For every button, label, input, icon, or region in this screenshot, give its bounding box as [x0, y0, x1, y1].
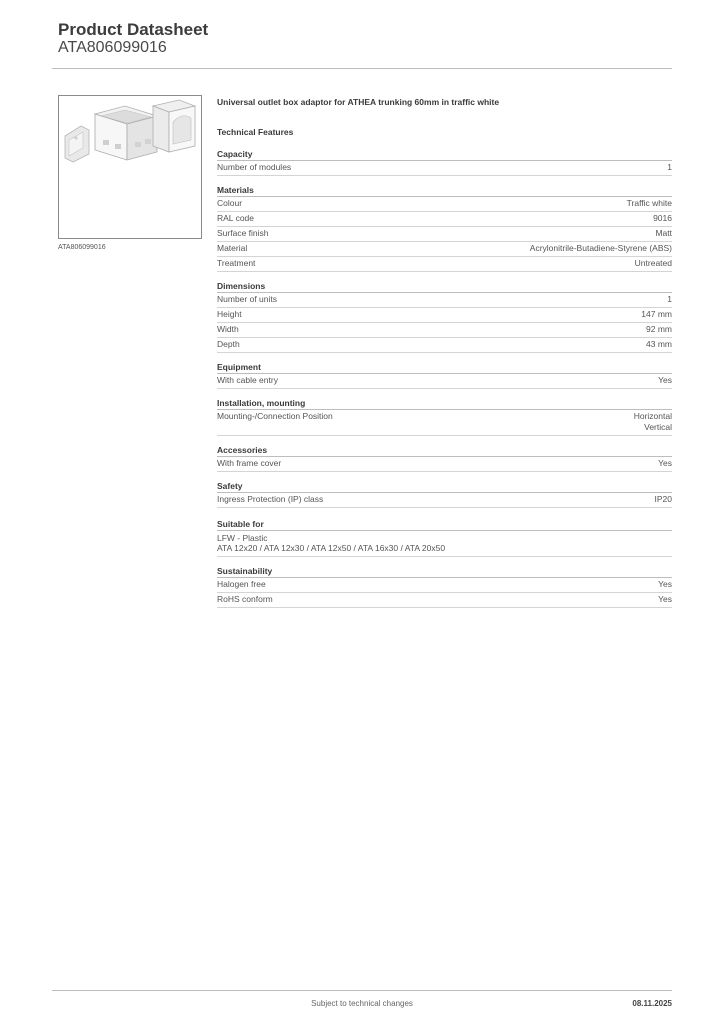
spec-value: Yes	[658, 579, 672, 589]
spec-value: 1	[667, 162, 672, 172]
spec-value-multi	[634, 411, 672, 433]
suitable-line: ATA 12x20 / ATA 12x30 / ATA 12x50 / ATA 16x30 / ATA 20x50	[217, 543, 446, 553]
spec-row	[217, 227, 672, 242]
spec-row	[217, 338, 672, 353]
image-caption: ATA806099016	[58, 244, 106, 251]
spec-row	[217, 242, 672, 257]
outlet-box-adaptor-illustration	[59, 96, 201, 238]
spec-row	[217, 578, 672, 593]
section-title: Equipment	[217, 362, 672, 374]
spec-row	[217, 593, 672, 608]
spec-row	[217, 323, 672, 338]
spec-value: IP20	[654, 494, 672, 504]
section-dimensions	[217, 281, 672, 353]
product-image	[58, 95, 202, 239]
section-title: Capacity	[217, 149, 672, 161]
section-capacity	[217, 149, 672, 176]
spec-value: 9016	[653, 213, 672, 223]
spec-label: Colour	[217, 198, 243, 208]
spec-row	[217, 374, 672, 389]
spec-value: 1	[667, 294, 672, 304]
article-number: ATA806099016	[58, 39, 167, 56]
section-title: Suitable for	[217, 519, 672, 531]
section-installation	[217, 398, 672, 436]
section-title: Sustainability	[217, 566, 672, 578]
suitable-list	[217, 531, 672, 557]
spec-label: Number of units	[217, 294, 277, 304]
spec-label: Material	[217, 243, 248, 253]
page-title: Product Datasheet	[58, 20, 209, 39]
spec-row	[217, 493, 672, 508]
spec-value: Yes	[658, 375, 672, 385]
section-equipment	[217, 362, 672, 389]
spec-row	[217, 197, 672, 212]
section-title: Accessories	[217, 445, 672, 457]
spec-value: Acrylonitrile-Butadiene-Styrene (ABS)	[529, 243, 672, 253]
spec-label: Depth	[217, 339, 240, 349]
spec-row	[217, 161, 672, 176]
spec-label: With frame cover	[217, 458, 282, 468]
spec-label: Number of modules	[217, 162, 292, 172]
spec-row	[217, 457, 672, 472]
spec-value: Matt	[655, 228, 672, 238]
spec-label: Ingress Protection (IP) class	[217, 494, 324, 504]
suitable-line: LFW - Plastic	[217, 533, 268, 543]
footer-divider	[52, 990, 672, 991]
spec-row	[217, 308, 672, 323]
spec-label: Surface finish	[217, 228, 269, 238]
spec-value: Vertical	[644, 422, 672, 432]
spec-label: Height	[217, 309, 242, 319]
section-suitable-for	[217, 519, 672, 557]
footer-date: 08.11.2025	[632, 999, 672, 1008]
spec-label: RoHS conform	[217, 594, 273, 604]
spec-value: 43 mm	[646, 339, 672, 349]
spec-value: Yes	[658, 458, 672, 468]
header-divider	[52, 68, 672, 69]
spec-label: With cable entry	[217, 375, 278, 385]
section-title: Materials	[217, 185, 672, 197]
section-materials	[217, 185, 672, 272]
spec-row	[217, 212, 672, 227]
spec-value: 92 mm	[646, 324, 672, 334]
spec-value: Yes	[658, 594, 672, 604]
technical-content	[217, 97, 672, 617]
spec-row	[217, 293, 672, 308]
section-title: Dimensions	[217, 281, 672, 293]
section-title: Safety	[217, 481, 672, 493]
spec-value: Horizontal	[633, 411, 672, 421]
spec-label: Treatment	[217, 258, 256, 268]
footer-note: Subject to technical changes	[311, 999, 413, 1008]
product-description: Universal outlet box adaptor for ATHEA trunking 60mm in traffic white	[217, 97, 500, 107]
spec-label: Mounting-/Connection Position	[217, 411, 333, 421]
section-sustainability	[217, 566, 672, 608]
spec-row	[217, 410, 672, 436]
section-safety	[217, 481, 672, 508]
spec-label: Width	[217, 324, 239, 334]
section-accessories	[217, 445, 672, 472]
spec-row	[217, 257, 672, 272]
technical-features-heading: Technical Features	[217, 127, 294, 137]
spec-label: Halogen free	[217, 579, 266, 589]
spec-label: RAL code	[217, 213, 255, 223]
spec-value: 147 mm	[641, 309, 672, 319]
section-title: Installation, mounting	[217, 398, 672, 410]
spec-value: Traffic white	[626, 198, 672, 208]
spec-value: Untreated	[634, 258, 672, 268]
